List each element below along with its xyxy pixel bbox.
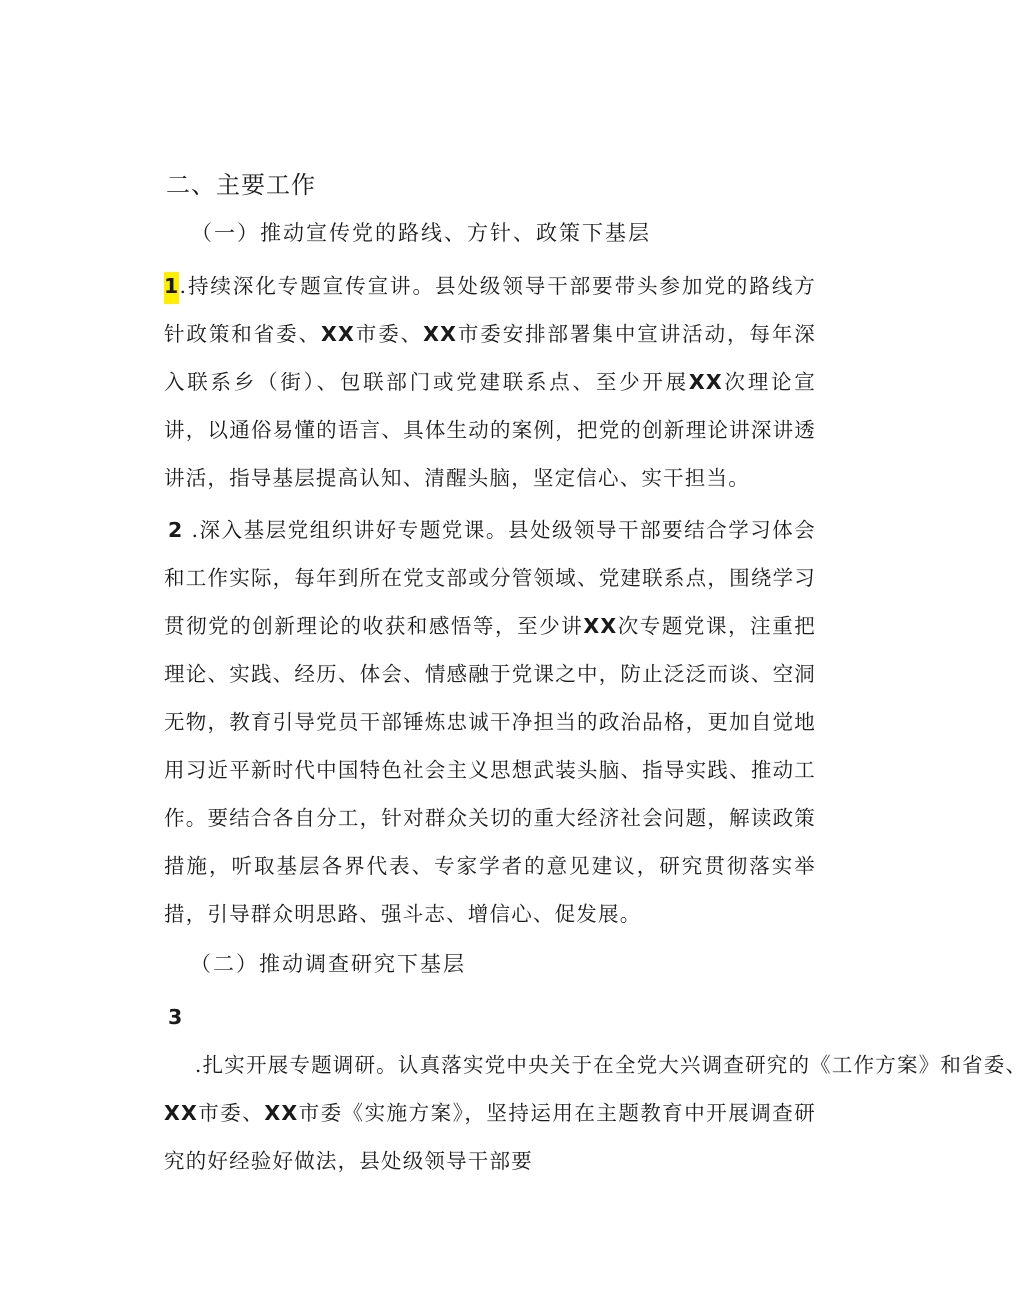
item-number-3: 3 (168, 1005, 184, 1029)
item2-text-b: 次专题党课，注重把理论、实践、经历、体会、情感融于党课之中，防止泛泛而谈、空洞无物，教育引导党员干部锤炼忠诚干净担当的政治品格，更加自觉地用习近平新时代中国特色社会主义思想武装头脑、指导实践、推动工作。要结合各自分工，针对群众关切的重大经济社会问题，解读政策措施，听取基层各界代表、专家学者的意见建议，研究贯彻落实举措，引导群众明思路、强斗志、增信心、促发展。 (164, 614, 816, 926)
item3-text-a: .扎实开展专题调研。认真落实党中央关于在全党大兴调查研究的《工作方案》和省委、 (164, 1053, 1027, 1077)
item1-text-c: 市委安排部署集中宣讲活动，每年深入联系乡（街）、包联部门或党建联系点、至少开展 (164, 322, 816, 394)
item-number-1: 1 (164, 272, 179, 304)
placeholder-xx: XX (688, 370, 723, 394)
item-number-2: 2 (168, 518, 184, 542)
placeholder-xx: XX (321, 322, 356, 346)
item1-text-b: 市委、 (355, 322, 424, 346)
placeholder-xx: XX (423, 322, 458, 346)
item3-text-c: 市委《实施方案》，坚持运用在主题教育中开展调查研究的好经验好做法，县处级领导干部要 (164, 1101, 816, 1173)
paragraph-item-1 (164, 262, 816, 502)
subsection-heading-2: （二）推动调查研究下基层 (190, 952, 466, 976)
paragraph-item-2 (164, 506, 816, 938)
placeholder-xx: XX (583, 614, 618, 638)
item1-text-a: .持续深化专题宣传宣讲。县处级领导干部要带头参加党的路线方针政策和省委、 (164, 274, 816, 346)
subsection-heading-1: （一）推动宣传党的路线、方针、政策下基层 (191, 221, 651, 245)
item1-text-d: 次理论宣讲，以通俗易懂的语言、具体生动的案例，把党的创新理论讲深讲透讲活，指导基层提高认知、清醒头脑，坚定信心、实干担当。 (164, 370, 816, 490)
section-heading: 二、主要工作 (166, 171, 316, 199)
paragraph-item-3 (164, 993, 1027, 1185)
placeholder-xx: XX (164, 1101, 199, 1125)
item2-text-a: .深入基层党组织讲好专题党课。县处级领导干部要结合学习体会和工作实际，每年到所在党支部或分管领域、党建联系点，围绕学习贯彻党的创新理论的收获和感悟等，至少讲 (164, 518, 816, 638)
item3-text-b: 市委、 (198, 1101, 265, 1125)
placeholder-xx: XX (264, 1101, 299, 1125)
